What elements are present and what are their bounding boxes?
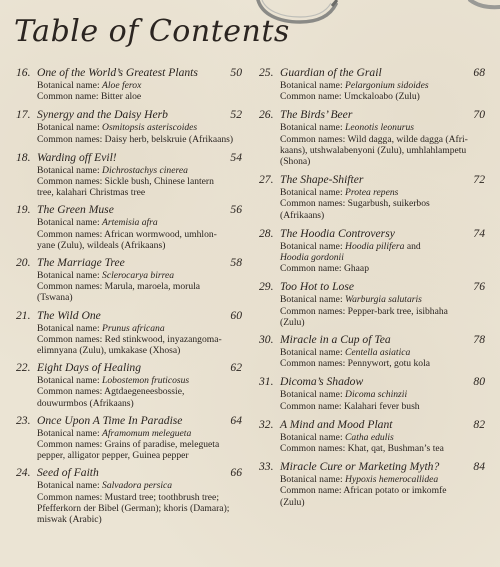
entry-detail-line [259, 432, 491, 443]
entry-title[interactable]: Too Hot to Lose [280, 280, 354, 294]
entry-detail-line [16, 450, 248, 461]
entry-detail-line [259, 241, 491, 252]
contents-column-right [259, 66, 491, 508]
toc-entry-heading[interactable] [16, 108, 248, 122]
detail-text: Common names: Mustard tree; toothbrush tree; [37, 491, 219, 503]
toc-entry-heading[interactable] [16, 256, 248, 270]
page-number: 60 [230, 308, 242, 322]
entry-number: 26. [259, 108, 274, 122]
entry-title[interactable]: Seed of Faith [37, 466, 99, 480]
entry-number: 29. [259, 280, 274, 294]
entry-title[interactable]: The Marriage Tree [37, 256, 125, 270]
botanical-name: Dicoma schinzii [345, 389, 408, 401]
toc-entry-heading[interactable] [259, 460, 491, 474]
entry-detail-line [16, 281, 248, 292]
toc-entry[interactable] [259, 418, 491, 454]
botanical-name: Artemisia afra [102, 217, 158, 229]
detail-text: Botanical name: [280, 80, 346, 91]
entry-detail-line [259, 91, 491, 102]
entry-number: 30. [259, 333, 274, 347]
toc-entry[interactable] [16, 309, 248, 357]
entry-detail-line [16, 375, 248, 386]
botanical-name: Aframomum melegueta [102, 427, 192, 439]
entry-number: 18. [16, 150, 31, 164]
detail-text: yane (Zulu), wildeals (Afrikaans) [37, 239, 166, 251]
toc-entry-heading[interactable] [259, 333, 491, 347]
entry-number: 33. [259, 460, 274, 474]
toc-entry-heading[interactable] [16, 361, 248, 375]
entry-detail-line [259, 187, 491, 198]
entry-detail-line [16, 480, 248, 491]
botanical-name: Hypoxis hemerocallidea [345, 474, 439, 486]
entry-number: 24. [16, 466, 31, 480]
entry-number: 22. [16, 361, 31, 375]
entry-detail-line [16, 122, 248, 133]
detail-text: Common names: African wormwood, umhlon- [37, 228, 217, 240]
detail-text: Common names: Pepper-bark tree, isibhaha [280, 305, 448, 317]
toc-entry-heading[interactable] [259, 227, 491, 241]
entry-number: 21. [16, 308, 31, 322]
entry-title[interactable]: One of the World’s Greatest Plants [37, 66, 198, 79]
entry-detail-line [16, 270, 248, 281]
botanical-name: Pelargonium sidoides [345, 80, 429, 91]
detail-text: (Afrikaans) [280, 209, 325, 221]
botanical-name: Salvadora persica [102, 480, 173, 492]
entry-detail-line [259, 145, 491, 156]
botanical-name: Sclerocarya birrea [102, 270, 175, 282]
entry-detail-line [16, 292, 248, 303]
detail-text: kaans), utshwalabenyoni (Zulu), umhlahlampetu [280, 144, 467, 156]
detail-text: Common name: Kalahari fever bush [280, 400, 420, 412]
entry-detail-line [16, 386, 248, 397]
toc-entry-heading[interactable] [259, 375, 491, 389]
toc-entry[interactable] [16, 151, 248, 199]
botanical-name: Protea repens [345, 187, 399, 199]
toc-entry[interactable] [16, 108, 248, 144]
detail-text: Botanical name: [280, 389, 346, 401]
entry-title[interactable]: The Wild One [37, 308, 101, 322]
botanical-name: Hoodia pilifera [345, 240, 405, 252]
detail-text: (Zulu) [280, 316, 305, 328]
botanical-name: Aloe ferox [102, 80, 142, 91]
detail-text: Botanical name: [280, 347, 346, 359]
entry-detail-line [16, 240, 248, 251]
detail-text: Common names: Sugarbush, suikerbos [280, 198, 430, 210]
toc-entry[interactable] [259, 108, 491, 167]
entry-detail-line [16, 80, 248, 91]
detail-text: (Zulu) [280, 496, 305, 508]
toc-entry[interactable] [16, 66, 248, 102]
detail-text: Common name: Umckaloabo (Zulu) [280, 91, 420, 103]
toc-entry-heading[interactable] [16, 66, 248, 80]
page-number: 64 [230, 413, 242, 427]
entry-number: 23. [16, 413, 31, 427]
entry-detail-line [16, 229, 248, 240]
entry-number: 16. [16, 66, 31, 79]
toc-entry[interactable] [16, 203, 248, 251]
page-number: 76 [473, 280, 485, 294]
detail-text: Botanical name: [37, 270, 103, 282]
entry-detail-line [259, 474, 491, 485]
entry-number: 17. [16, 108, 31, 122]
detail-text: pepper, alligator pepper, Guinea pepper [37, 450, 189, 462]
detail-text: Botanical name: [37, 164, 103, 176]
contents-column-left [16, 66, 248, 525]
entry-detail-line [16, 176, 248, 187]
botanical-name: Prunus africana [102, 322, 165, 334]
detail-text: Botanical name: [280, 474, 346, 486]
entry-detail-line [259, 401, 491, 412]
entry-detail-line [16, 217, 248, 228]
entry-title[interactable]: Warding off Evil! [37, 150, 117, 164]
entry-number: 28. [259, 226, 274, 240]
entry-detail-line [16, 345, 248, 356]
botanical-name: Hoodia gordonii [280, 252, 344, 264]
toc-entry-heading[interactable] [16, 414, 248, 428]
detail-text: Botanical name: [37, 322, 103, 334]
toc-entry-heading[interactable] [16, 203, 248, 217]
entry-detail-line [259, 80, 491, 91]
toc-entry-heading[interactable] [16, 309, 248, 323]
page-number: 82 [473, 417, 485, 431]
entry-title[interactable]: Guardian of the Grail [280, 66, 382, 79]
entry-title[interactable]: The Shape-Shifter [280, 173, 364, 187]
page-title: Table of Contents [14, 14, 290, 49]
toc-entry[interactable] [259, 173, 491, 221]
toc-entry-heading[interactable] [259, 66, 491, 80]
detail-text: Botanical name: [280, 187, 346, 199]
entry-detail-line [16, 334, 248, 345]
toc-entry[interactable] [16, 414, 248, 462]
detail-text: Botanical name: [37, 122, 103, 134]
toc-entry[interactable] [259, 460, 491, 508]
entry-detail-line [16, 492, 248, 503]
entry-detail-line [259, 294, 491, 305]
toc-entry-heading[interactable] [259, 108, 491, 122]
botanical-name: Lobostemon fruticosus [102, 375, 190, 387]
page-number: 80 [473, 375, 485, 389]
entry-detail-line [16, 165, 248, 176]
entry-detail-line [16, 398, 248, 409]
entry-title[interactable]: The Green Muse [37, 203, 114, 217]
entry-title[interactable]: Dicoma’s Shadow [280, 375, 364, 389]
entry-detail-line [16, 91, 248, 102]
entry-title[interactable]: Miracle in a Cup of Tea [280, 333, 391, 347]
toc-entry-heading[interactable] [259, 173, 491, 187]
entry-detail-line [259, 134, 491, 145]
entry-number: 25. [259, 66, 274, 79]
entry-number: 32. [259, 417, 274, 431]
toc-entry[interactable] [16, 466, 248, 525]
entry-detail-line [259, 443, 491, 454]
toc-entry[interactable] [259, 280, 491, 328]
detail-text: douwurmbos (Afrikaans) [37, 397, 134, 409]
detail-text: Common name: African potato or imkomfe [280, 485, 447, 497]
page-number: 56 [230, 203, 242, 217]
entry-detail-line [259, 198, 491, 209]
entry-title[interactable]: Synergy and the Daisy Herb [37, 108, 168, 122]
page-number: 78 [473, 333, 485, 347]
botanical-name: Centella asiatica [345, 347, 411, 359]
page-number: 66 [230, 466, 242, 480]
toc-entry-heading[interactable] [16, 466, 248, 480]
entry-number: 20. [16, 256, 31, 270]
toc-entry[interactable] [259, 333, 491, 369]
entry-detail-line [259, 317, 491, 328]
detail-text: Common names: Sickle bush, Chinese lantern [37, 176, 214, 188]
entry-detail-line [259, 389, 491, 400]
page-number: 62 [230, 361, 242, 375]
botanical-name: Osmitopsis asteriscoides [102, 122, 198, 134]
detail-text: Common name: Ghaap [280, 263, 369, 275]
page-number: 70 [473, 108, 485, 122]
entry-detail-line [16, 323, 248, 334]
detail-text: miswak (Arabic) [37, 514, 102, 526]
detail-text: Botanical name: [37, 80, 103, 91]
toc-entry-heading[interactable] [16, 151, 248, 165]
entry-detail-line [259, 347, 491, 358]
detail-text: Botanical name: [37, 427, 103, 439]
detail-text: Common names: Agtdaegeneesbossie, [37, 386, 185, 398]
detail-text: Botanical name: [37, 375, 103, 387]
entry-detail-line [259, 485, 491, 496]
detail-text: Botanical name: [280, 240, 346, 252]
entry-detail-line [259, 210, 491, 221]
entry-detail-line [259, 263, 491, 274]
detail-text: Botanical name: [280, 122, 346, 134]
detail-text: Common names: Pennywort, gotu kola [280, 358, 431, 370]
entry-title[interactable]: Miracle Cure or Marketing Myth? [280, 460, 440, 474]
entry-detail-line [259, 122, 491, 133]
detail-text: Common names: Khat, qat, Bushman’s tea [280, 443, 444, 455]
toc-entry[interactable] [259, 66, 491, 102]
detail-text: (Tswana) [37, 292, 73, 304]
entry-detail-line [16, 503, 248, 514]
page-number: 52 [230, 108, 242, 122]
entry-detail-line [259, 156, 491, 167]
entry-title[interactable]: Once Upon A Time In Paradise [37, 413, 183, 427]
detail-text: Botanical name: [280, 431, 346, 443]
detail-text: Botanical name: [280, 294, 346, 306]
entry-detail-line [16, 134, 248, 145]
entry-title[interactable]: Eight Days of Healing [37, 361, 142, 375]
detail-text: Common names: Wild dagga, wilde dagga (Afri- [280, 133, 468, 145]
detail-text: Common name: Bitter aloe [37, 91, 142, 103]
toc-entry[interactable] [16, 256, 248, 304]
page-number: 72 [473, 173, 485, 187]
botanical-name: Leonotis leonurus [345, 122, 415, 134]
detail-text: and [404, 240, 421, 252]
botanical-name: Dichrostachys cinerea [102, 164, 188, 176]
toc-entry-heading[interactable] [259, 280, 491, 294]
entry-detail-line [259, 358, 491, 369]
entry-detail-line [16, 428, 248, 439]
page-number: 58 [230, 256, 242, 270]
entry-number: 19. [16, 203, 31, 217]
entry-number: 27. [259, 173, 274, 187]
page-number: 74 [473, 226, 485, 240]
botanical-name: Catha edulis [345, 431, 394, 443]
entry-title[interactable]: The Hoodia Controversy [280, 226, 395, 240]
detail-text: elimnyana (Zulu), umkakase (Xhosa) [37, 345, 181, 357]
toc-entry[interactable] [259, 227, 491, 275]
detail-text: Pfefferkorn der Bibel (German); khoris (Damara); [37, 502, 230, 514]
detail-text: Botanical name: [37, 480, 103, 492]
entry-detail-line [16, 439, 248, 450]
page-number: 54 [230, 150, 242, 164]
page-number: 50 [230, 66, 242, 79]
entry-title[interactable]: The Birds’ Beer [280, 108, 353, 122]
detail-text: (Shona) [280, 156, 311, 168]
entry-detail-line [16, 514, 248, 525]
toc-entry[interactable] [259, 375, 491, 411]
toc-entry[interactable] [16, 361, 248, 409]
entry-detail-line [16, 187, 248, 198]
detail-text: Botanical name: [37, 217, 103, 229]
detail-text: tree, kalahari Christmas tree [37, 187, 146, 199]
detail-text: Common names: Daisy herb, belskruie (Afrikaans) [37, 133, 234, 145]
toc-entry-heading[interactable] [259, 418, 491, 432]
detail-text: Common names: Marula, maroela, morula [37, 281, 201, 293]
botanical-name: Warburgia salutaris [345, 294, 422, 306]
detail-text: Common names: Grains of paradise, melegueta [37, 439, 220, 451]
entry-title[interactable]: A Mind and Mood Plant [280, 417, 393, 431]
detail-text: Common names: Red stinkwood, inyazangoma- [37, 333, 222, 345]
entry-detail-line [259, 306, 491, 317]
entry-number: 31. [259, 375, 274, 389]
entry-detail-line [259, 497, 491, 508]
page-number: 68 [473, 66, 485, 79]
entry-detail-line [259, 252, 491, 263]
page-number: 84 [473, 460, 485, 474]
